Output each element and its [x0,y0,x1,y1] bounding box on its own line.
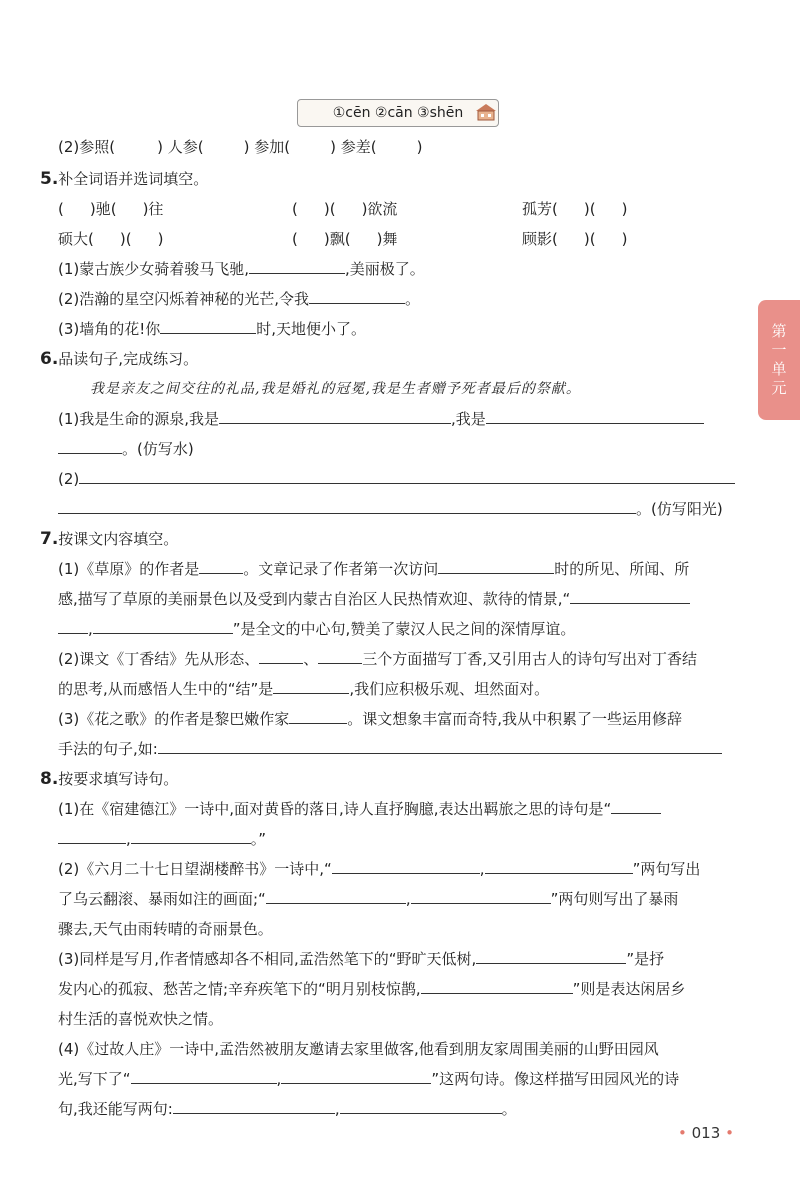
q6-item1: (1)我是生命的源泉,我是 ,我是 [58,408,704,430]
blank[interactable] [421,979,573,994]
blank[interactable] [158,739,722,754]
q8-line9: (4)《过故人庄》一诗中,孟浩然被朋友邀请去家里做客,他看到朋友家周围美丽的山野田园风 [58,1040,659,1058]
q6-heading: 6.品读句子,完成练习。 [40,349,199,369]
q6-item1-cont: 。(仿写水) [58,438,194,460]
q8-line4: 了乌云翻滚、暴雨如注的画面;“ , ”两句则写出了暴雨 [58,890,679,908]
blank[interactable] [411,889,551,904]
blank[interactable] [281,1069,431,1084]
blank[interactable] [58,829,126,844]
blank[interactable] [485,859,633,874]
blank[interactable] [266,889,406,904]
blank[interactable] [131,1069,277,1084]
blank[interactable] [173,1099,335,1114]
q7-line2: 感,描写了草原的美丽景色以及受到内蒙古自治区人民热情欢迎、款待的情景,“ [58,588,690,610]
q4-item2: (2)参照( ) 人参( ) 参加( ) 参差( ) [58,138,423,156]
q8-line5: 骤去,天气由雨转晴的奇丽景色。 [58,920,273,938]
q5-row2-b: ( )飘( )舞 [292,230,398,248]
blank[interactable] [289,709,347,724]
unit-tab-char: 第 [771,322,787,340]
q7-line7: 手法的句子,如: [58,738,722,760]
blank[interactable] [249,259,345,274]
unit-tab-char: 元 [771,379,787,397]
dot-icon: • [725,1124,734,1142]
q7-line4: (2)课文《丁香结》先从形态、 、 三个方面描写丁香,又引用古人的诗句写出对丁香结 [58,650,698,668]
blank[interactable] [332,859,480,874]
q6-item2: (2) [58,468,735,490]
q5-row1-a: ( )驰( )往 [58,200,164,218]
blank[interactable] [340,1099,502,1114]
blank[interactable] [476,949,626,964]
dot-icon: • [678,1124,687,1142]
house-icon [474,102,498,122]
q8-line1: (1)在《宿建德江》一诗中,面对黄昏的落日,诗人直抒胸臆,表达出羁旅之思的诗句是“ [58,798,661,820]
q7-line3: , ”是全文的中心句,赞美了蒙汉人民之间的深情厚谊。 [58,618,575,640]
unit-side-tab [758,300,800,420]
blank[interactable] [219,409,451,424]
blank[interactable] [199,559,243,574]
blank[interactable] [58,619,88,634]
q5-row2-c: 顾影( )( ) [522,230,628,248]
q7-line5: 的思考,从而感悟人生中的“结”是 ,我们应积极乐观、坦然面对。 [58,680,550,698]
q5-sentence2: (2)浩瀚的星空闪烁着神秘的光芒,令我 。 [58,290,421,308]
blank[interactable] [438,559,554,574]
q7-heading: 7.按课文内容填空。 [40,529,179,549]
q7-line1: (1)《草原》的作者是 。文章记录了作者第一次访问 时的所见、所闻、所 [58,560,690,578]
unit-tab-char: 一 [771,341,787,359]
blank[interactable] [58,499,636,514]
pinyin-text: ①cēn ②cān ③shēn [332,105,464,121]
blank[interactable] [611,799,661,814]
blank[interactable] [79,469,735,484]
q8-line6: (3)同样是写月,作者情感却各不相同,孟浩然笔下的“野旷天低树, ”是抒 [58,950,665,968]
q6-item2-cont: 。(仿写阳光) [58,498,723,520]
blank[interactable] [570,589,690,604]
blank[interactable] [58,439,122,454]
q6-quote: 我是亲友之间交往的礼品,我是婚礼的冠冕,我是生者赠予死者最后的祭献。 [90,381,581,397]
q5-sentence1: (1)蒙古族少女骑着骏马飞驰, ,美丽极了。 [58,260,425,278]
pinyin-answer-box [297,99,499,127]
q8-heading: 8.按要求填写诗句。 [40,769,179,789]
q5-row1-b: ( )( )欲流 [292,200,398,218]
q8-line3: (2)《六月二十七日望湖楼醉书》一诗中,“ , ”两句写出 [58,860,701,878]
q5-row2-a: 硕大( )( ) [58,230,164,248]
blank[interactable] [259,649,303,664]
q8-line7: 发内心的孤寂、愁苦之情;辛弃疾笔下的“明月别枝惊鹊, ”则是表达闲居乡 [58,980,686,998]
q5-row1-c: 孤芳( )( ) [522,200,628,218]
blank[interactable] [273,679,349,694]
blank[interactable] [93,619,233,634]
blank[interactable] [318,649,362,664]
blank[interactable] [160,319,256,334]
q8-line11: 句,我还能写两句: , 。 [58,1100,517,1118]
unit-tab-char: 单 [771,360,787,378]
q5-heading: 5.补全词语并选词填空。 [40,169,209,189]
q8-line8: 村生活的喜悦欢快之情。 [58,1010,224,1028]
blank[interactable] [131,829,251,844]
page-number: • 013 • [678,1124,734,1142]
blank[interactable] [486,409,704,424]
q8-line10: 光,写下了“ , ”这两句诗。像这样描写田园风光的诗 [58,1070,680,1088]
q8-line2: , 。” [58,828,266,850]
q7-line6: (3)《花之歌》的作者是黎巴嫩作家 。课文想象丰富而奇特,我从中积累了一些运用修辞 [58,710,683,728]
q5-sentence3: (3)墙角的花!你 时,天地便小了。 [58,320,367,338]
blank[interactable] [309,289,405,304]
